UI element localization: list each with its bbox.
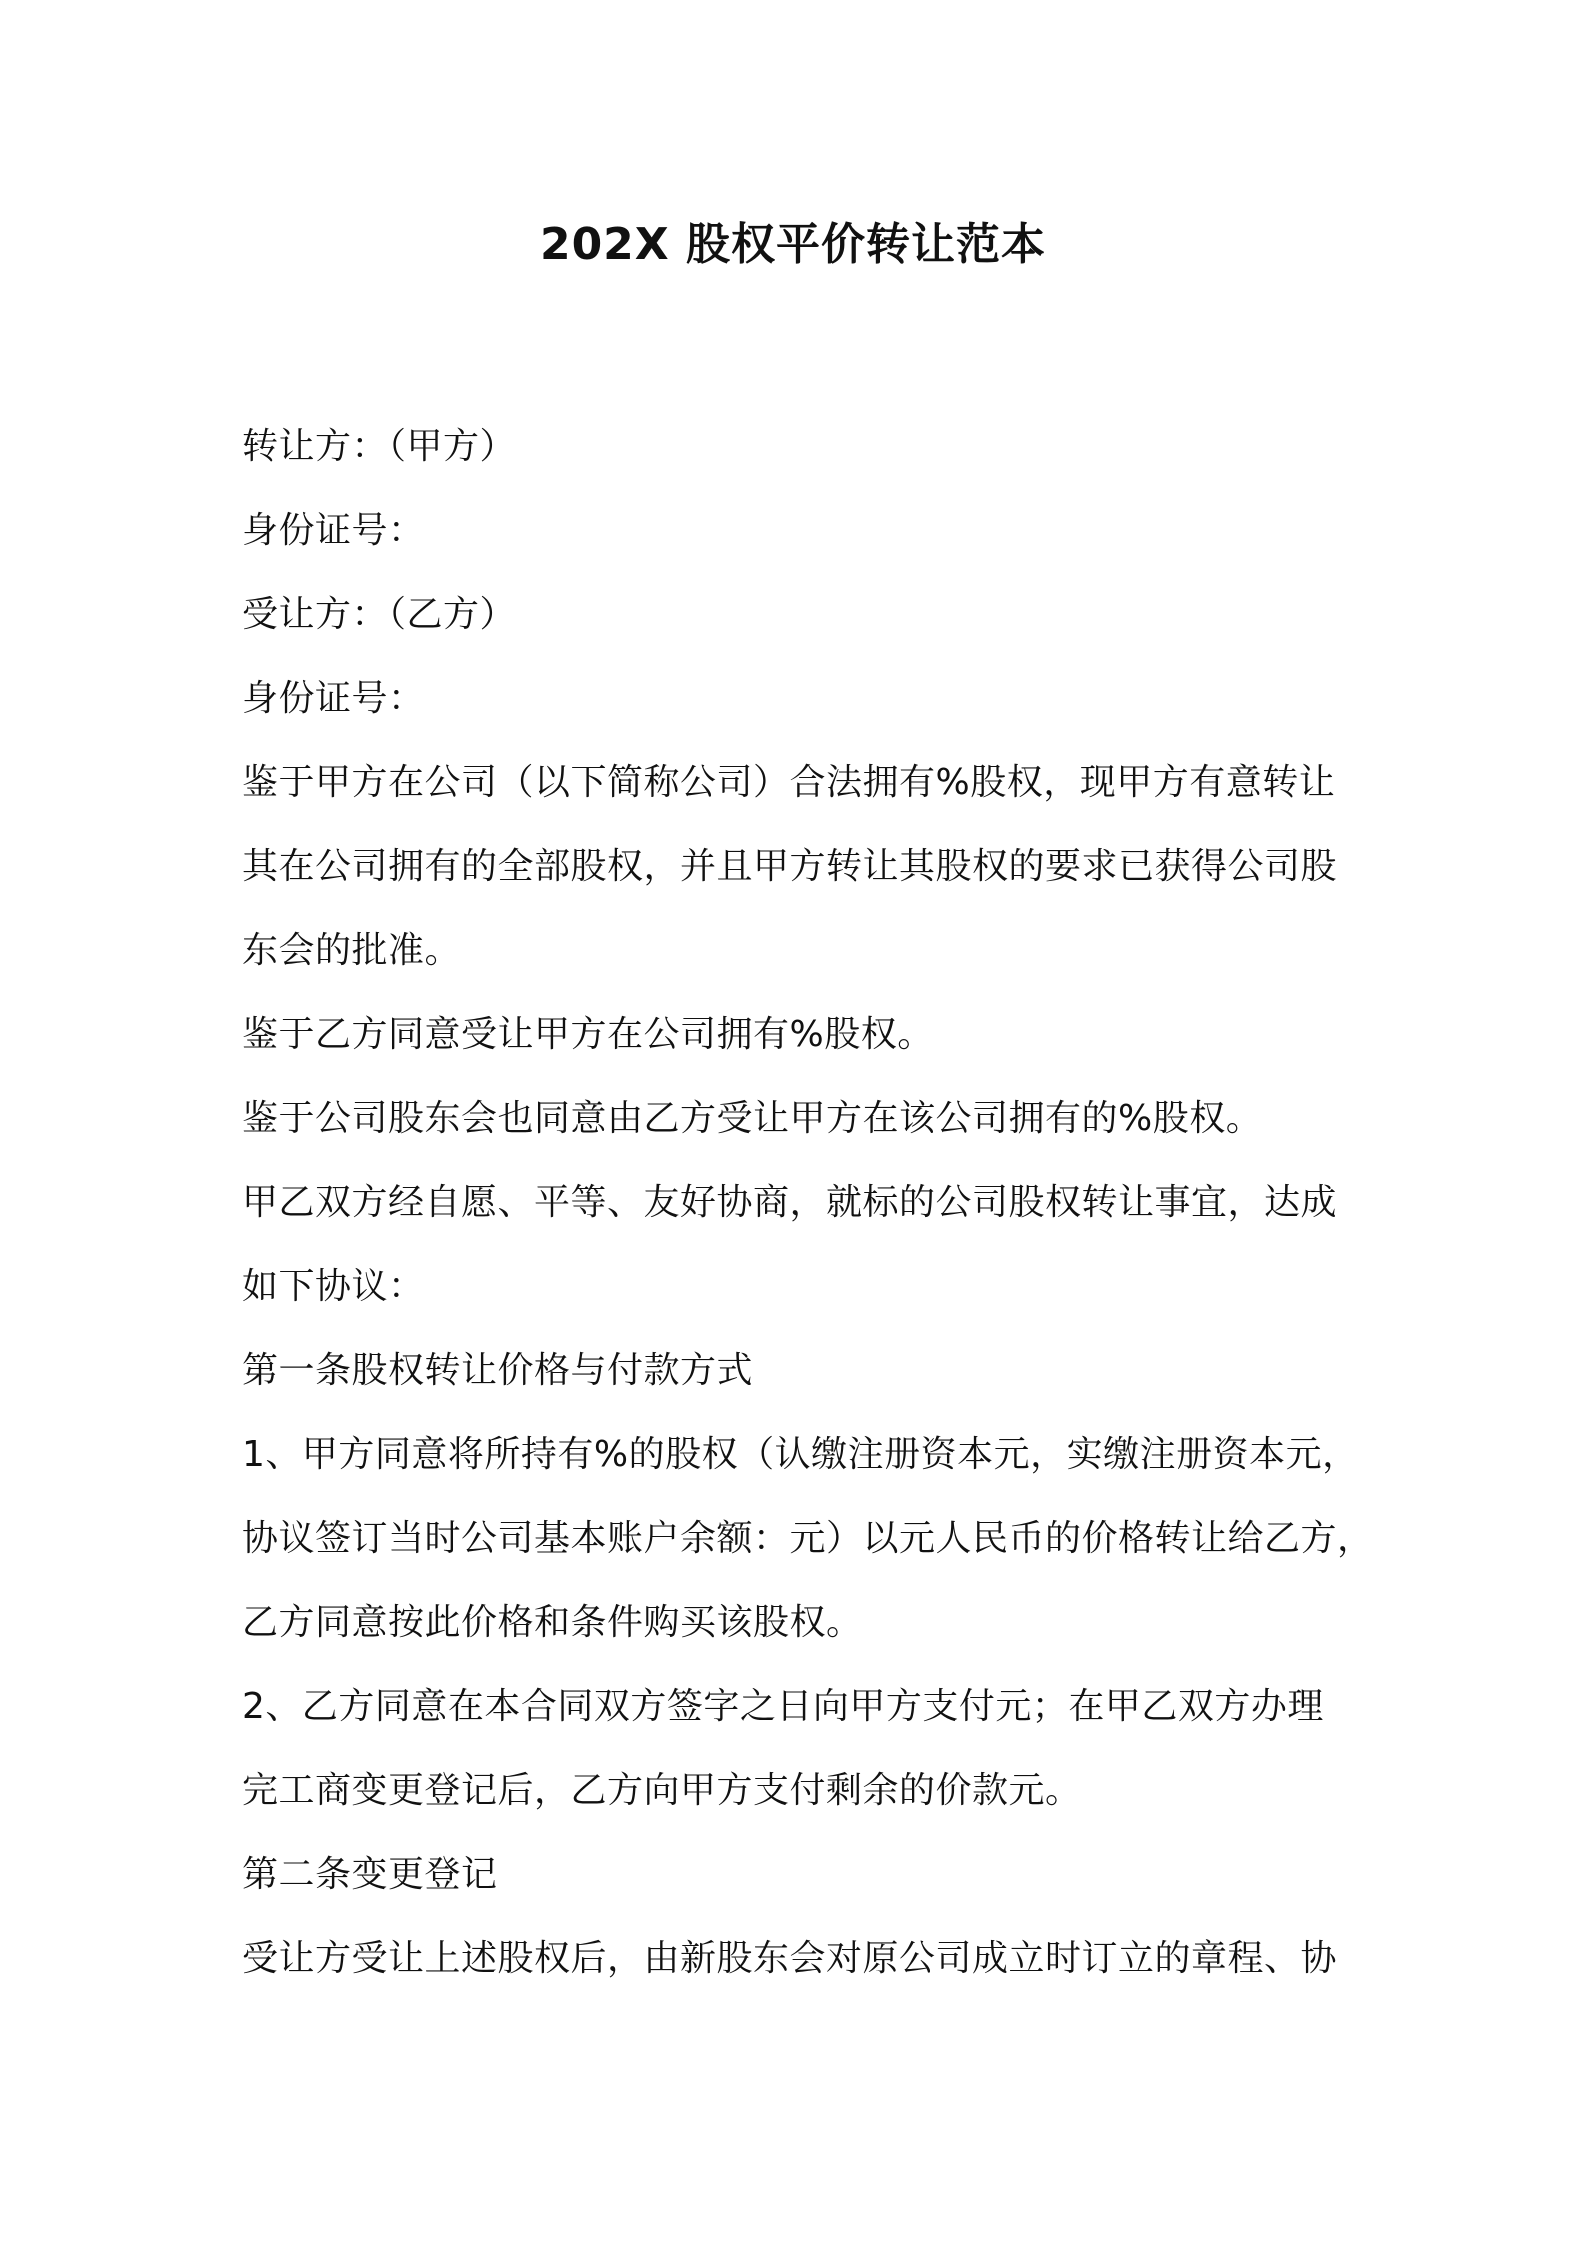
- document-body: [242, 405, 1372, 2001]
- transferor-line: 转让方：（甲方）: [242, 426, 517, 467]
- article-1-heading: 第一条股权转让价格与付款方式: [242, 1350, 754, 1391]
- article-1-clause-1-line-1: 1、甲方同意将所持有%的股权（认缴注册资本元，实缴注册资本元，: [242, 1434, 1359, 1475]
- recital-2-line: 鉴于乙方同意受让甲方在公司拥有%股权。: [242, 1014, 934, 1055]
- article-1-clause-1-line-2: 协议签订当时公司基本账户余额：元）以元人民币的价格转让给乙方，: [242, 1518, 1374, 1559]
- transferee-id-line: 身份证号：: [242, 678, 425, 719]
- article-2-heading: 第二条变更登记: [242, 1854, 498, 1895]
- article-1-clause-2-line-2: 完工商变更登记后，乙方向甲方支付剩余的价款元。: [242, 1770, 1082, 1811]
- recital-1-line-1: 鉴于甲方在公司（以下简称公司）合法拥有%股权，现甲方有意转让: [242, 762, 1336, 803]
- article-1-clause-1-line-3: 乙方同意按此价格和条件购买该股权。: [242, 1602, 863, 1643]
- article-1-clause-2-line-1: 2、乙方同意在本合同双方签字之日向甲方支付元；在甲乙双方办理: [242, 1686, 1324, 1727]
- recital-1-line-2: 其在公司拥有的全部股权，并且甲方转让其股权的要求已获得公司股: [242, 846, 1338, 887]
- document-title: 202X 股权平价转让范本: [539, 219, 1047, 270]
- transferor-id-line: 身份证号：: [242, 510, 425, 551]
- agreement-intro-line-2: 如下协议：: [242, 1266, 425, 1307]
- agreement-intro-line-1: 甲乙双方经自愿、平等、友好协商，就标的公司股权转让事宜，达成: [242, 1182, 1338, 1223]
- article-2-text-line-1: 受让方受让上述股权后，由新股东会对原公司成立时订立的章程、协: [242, 1938, 1338, 1979]
- recital-3-line: 鉴于公司股东会也同意由乙方受让甲方在该公司拥有的%股权。: [242, 1098, 1263, 1139]
- transferee-line: 受让方：（乙方）: [242, 594, 517, 635]
- recital-1-line-3: 东会的批准。: [242, 930, 462, 971]
